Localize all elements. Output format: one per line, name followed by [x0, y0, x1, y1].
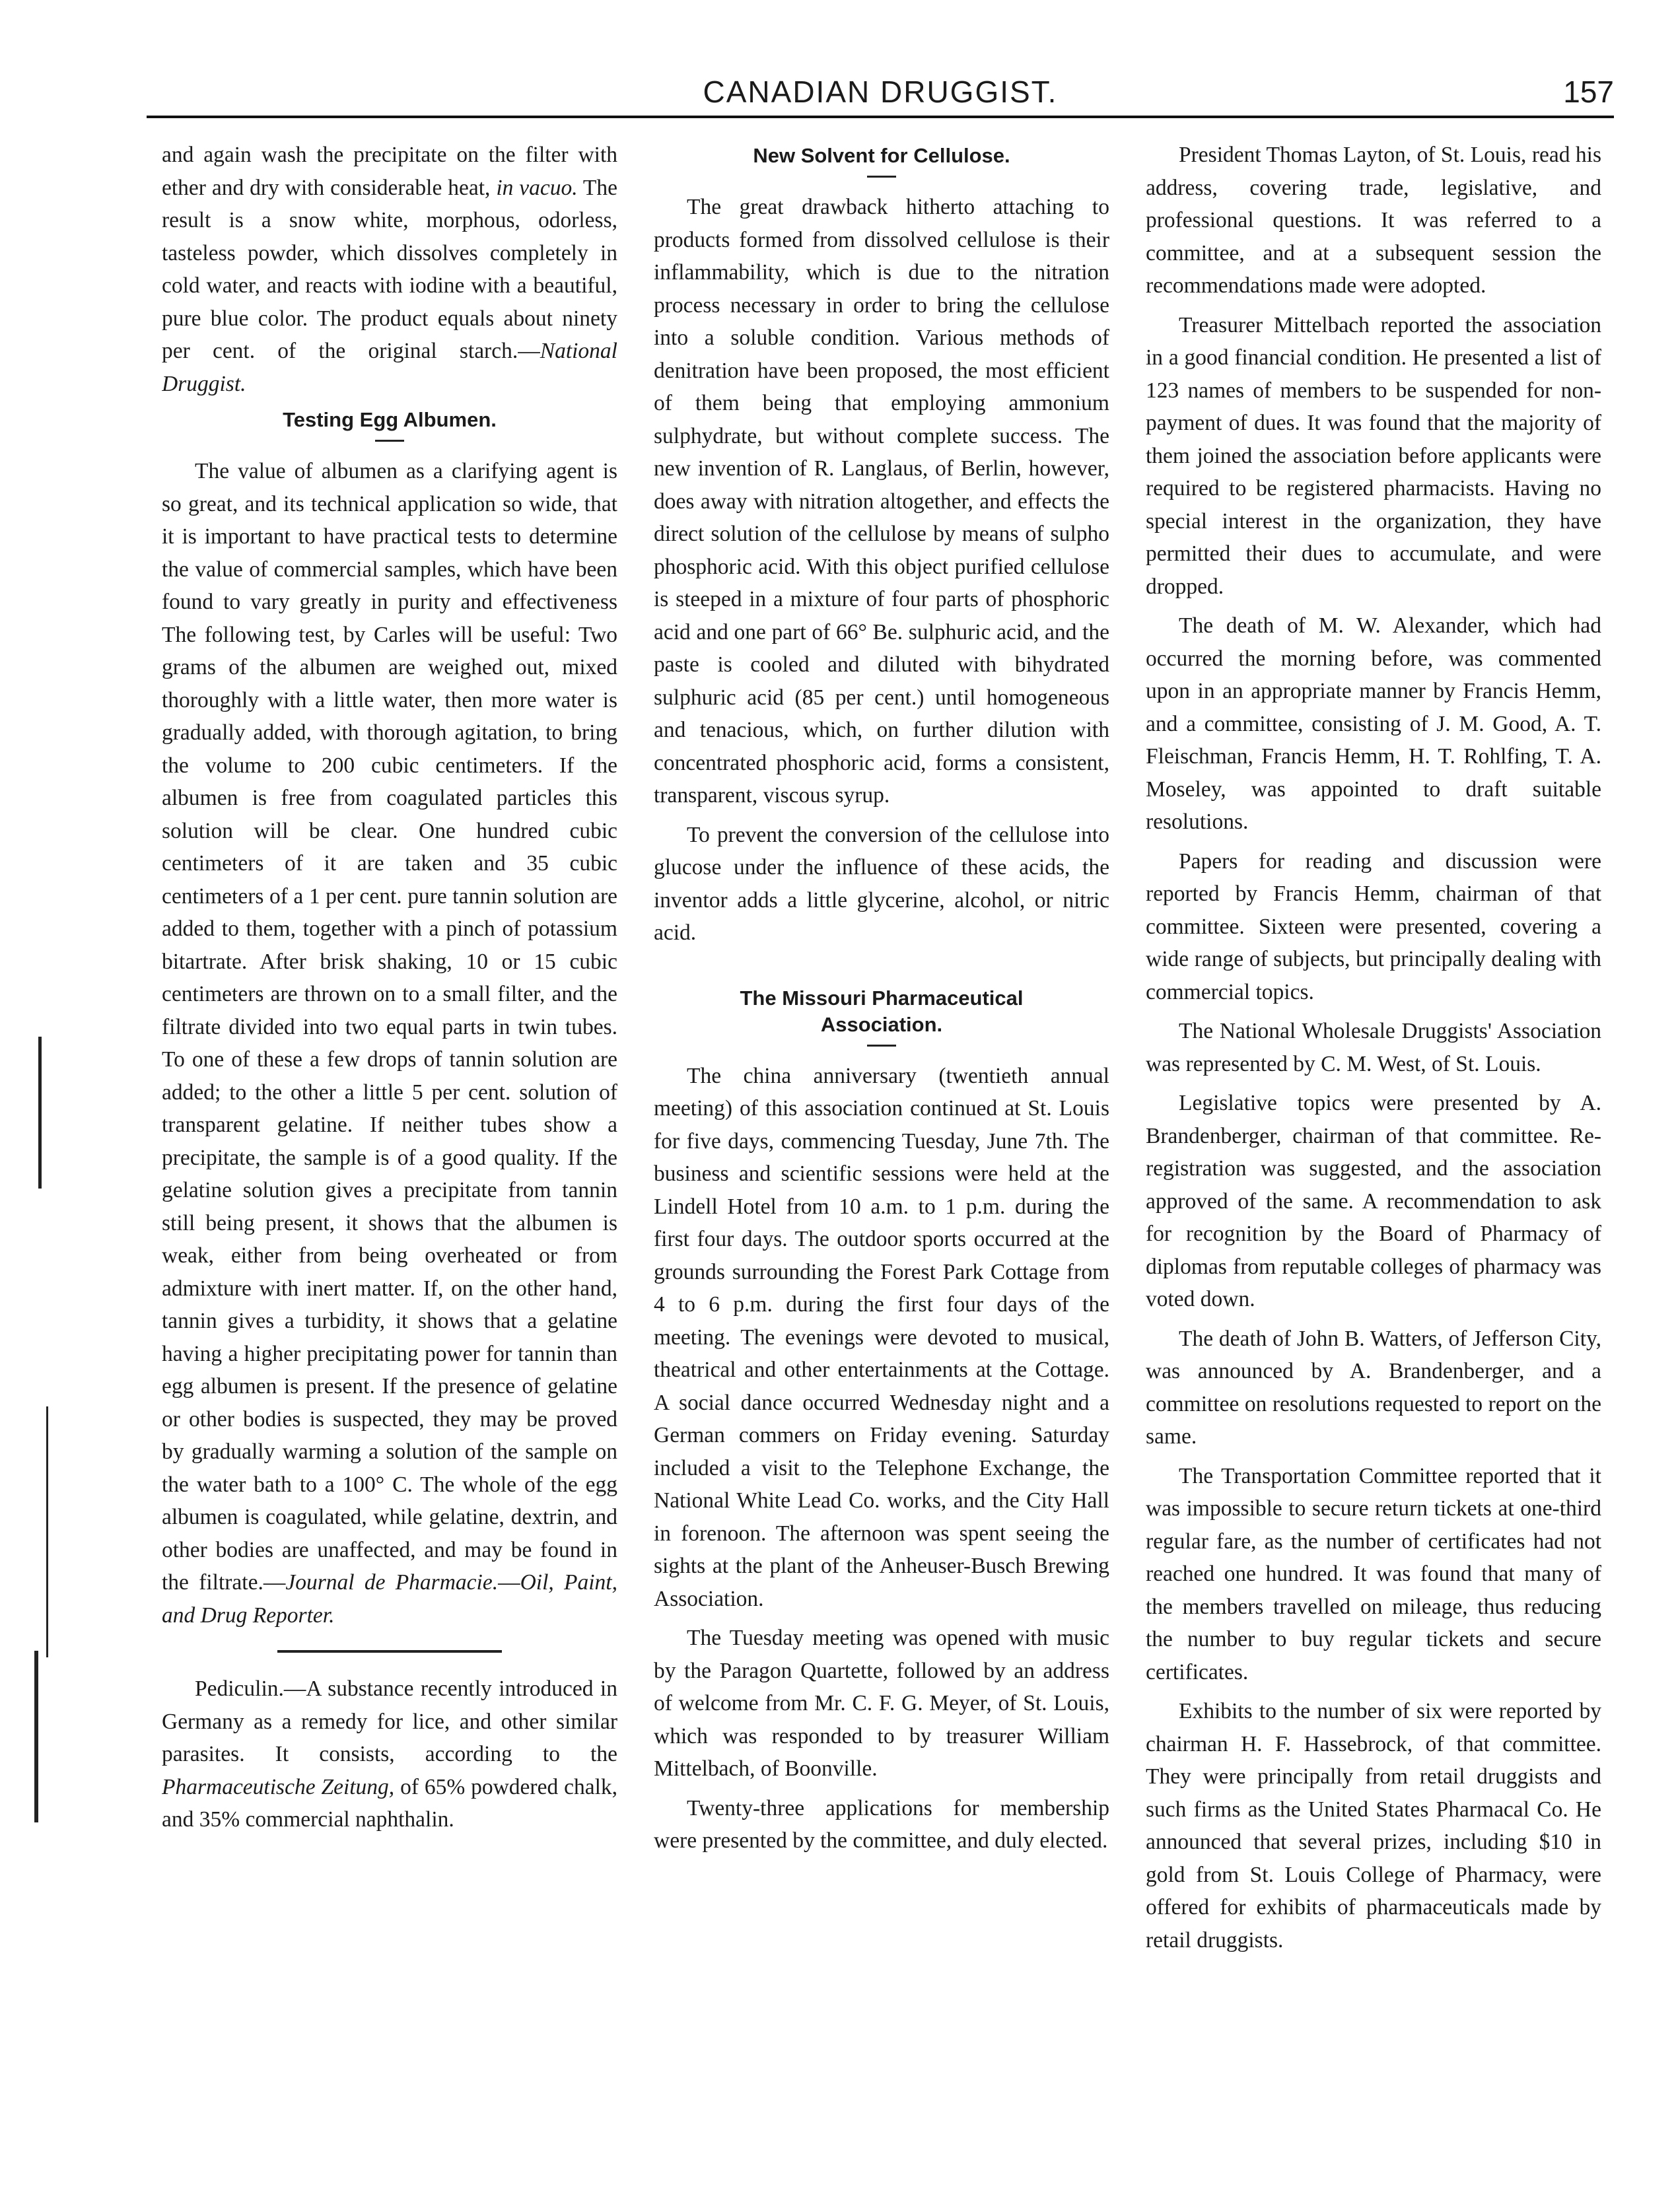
paragraph: The Tuesday meeting was opened with music by the Paragon Quartette, followed by an address of welcome from Mr. C. F. G. Meyer, of St. Louis, which was responded to by treasurer William Mittelbach, of Boonville. — [654, 1626, 1109, 1781]
paragraph — [162, 455, 617, 1632]
section-rule — [277, 1650, 502, 1653]
paragraph: Legislative topics were presented by A. Brandenberger, chairman of that committee. Re-registration was suggested, and the association approved of the same. A recommendation to ask for recognition by the Board of Pharmacy of diplomas from reputable colleges of pharmacy was voted down. — [1146, 1091, 1601, 1311]
text: Pediculin.—A substance recently introduced in Germany as a remedy for lice, and other similar parasites. It consists, according to the — [162, 1676, 617, 1766]
paragraph: To prevent the conversion of the cellulose into glucose under the influence of these acids, the inventor adds a little glycerine, alcohol, or nitric acid. — [654, 822, 1109, 945]
source-citation: Oil, Paint, and Drug Reporter. — [162, 1570, 617, 1628]
paragraph: The National Wholesale Druggists' Association was represented by C. M. West, of St. Louis. — [1146, 1019, 1601, 1076]
paragraph: Exhibits to the number of six were reported by chairman H. F. Hassebrock, of that committee. They were principally from retail druggists and such firms as the United States Pharmacal Co. He announced that several prizes, including $10 in gold from St. Louis College of Pharmacy, were offered for exhibits of pharmaceuticals made by retail druggists. — [1146, 1699, 1601, 1953]
source-citation: National Druggist. — [162, 339, 617, 396]
text: and again wash the precipitate on the filter with ether and dry with considerable heat, — [162, 143, 617, 200]
page-number: 157 — [1563, 75, 1614, 109]
paragraph — [162, 139, 617, 400]
paragraph: President Thomas Layton, of St. Louis, read his address, covering trade, legislative, and professional questions. It was referred to a committee, and at a subsequent session the recommendations made were adopted. — [1146, 143, 1601, 298]
journal-title: CANADIAN DRUGGIST. — [703, 75, 1058, 109]
text: of 65% powdered chalk, and 35% commercial naphthalin. — [162, 1774, 617, 1832]
heading-line: Association. — [820, 1012, 943, 1036]
italic-text: in vacuo. — [496, 175, 578, 200]
paragraph: The Transportation Committee reported that it was impossible to secure return tickets at one-third regular fare, as the number of certificates had not reached one hundred. It was found that many of the members travelled on mileage, thus reducing the number to buy regular tickets and secure certificates. — [1146, 1463, 1601, 1684]
paragraph: The death of M. W. Alexander, which had occurred the morning before, was commented upon in an appropriate manner by Francis Hemm, and a committee, consisting of J. M. Good, A. T. Fleischman, Francis Hemm, H. T. Rohlfing, T. A. Moseley, was appointed to draft suitable resolutions. — [1146, 613, 1601, 834]
paragraph: The great drawback hitherto attaching to products formed from dissolved cellulose is their inflammability, which is due to the nitration process necessary in order to bring the cellulose into a soluble condition. Various methods of denitration have been proposed, the most efficient of them being that employing ammonium sulphydrate, but without complete success. The new invention of R. Langlaus, of Berlin, however, does away with nitration altogether, and effects the direct solution of the cellulose by means of sulpho phosphoric acid. With this object purified cellulose is steeped in a mixture of four parts of phosphoric acid and one part of 66° Be. sulphuric acid, and the paste is cooled and diluted with bihydrated sulphuric acid (85 per cent.) until homogeneous and tenacious, which, on further dilution with concentrated phosphoric acid, forms a consistent, transparent, viscous syrup. — [654, 195, 1109, 808]
text: The result is a snow white, morphous, odorless, tasteless powder, which dissolves completely in cold water, and reacts with iodine with a beautiful, pure blue color. The product equals about ninety per cent. of the original starch.— — [162, 175, 617, 363]
paragraph: The death of John B. Watters, of Jefferson City, was announced by A. Brandenberger, and a committee on resolutions requested to report on the same. — [1146, 1326, 1601, 1449]
paragraph: Treasurer Mittelbach reported the association in a good financial condition. He presented a list of 123 names of members to be suspended for non-payment of dues. It was found that the majority of them joined the association before applicants were required to be registered pharmacists. Having no special interest in the organization, they have permitted their dues to accumulate, and were dropped. — [1146, 312, 1601, 599]
margin-mark — [46, 1406, 48, 1657]
text: The value of albumen as a clarifying agent is so great, and its technical application so wide, that it is important to have practical tests to determine the value of commercial samples, which have been found to vary greatly in purity and effectiveness The following test, by Carles will be useful: Two grams of the albumen are weighed out, mixed thoroughly with a little water, then more water is gradually added, with thorough agitation, to bring the volume to 200 cubic centimeters. If the albumen is free from coagulated particles this solution will be clear. One hundred cubic centimeters of it are taken and 35 cubic centimeters of a 1 per cent. pure tannin solution are added to them, together with a pinch of potassium bitartrate. After brisk shaking, 10 or 15 cubic centimeters are thrown on to a small filter, and the filtrate divided into two equal parts in twin tubes. To one of these a few drops of tannin solution are added; to the other a little 5 per cent. solution of transparent gelatine. If neither tubes show a precipitate, the sample is of a good quality. If the gelatine solution gives a precipitate from tannin still being present, it shows that the albumen is weak, either from being overheated or from admixture with inert matter. If, on the other hand, tannin gives a turbidity, it shows that a gelatine having a higher precipitating power for tannin than egg albumen is present. If the presence of gelatine or other bodies is suspected, they may be proved by gradually warming a solution of the sample on the water bath to a 100° C. The whole of the egg albumen is coagulated, while gelatine, dextrin, and other bodies are unaffected, and may be found in the filtrate.— — [162, 459, 617, 1595]
text: — — [498, 1570, 520, 1595]
header-rule — [147, 116, 1614, 118]
heading-separator — [867, 176, 896, 178]
italic-text: Pharmaceutische Zeitung, — [162, 1774, 395, 1799]
paragraph: Twenty-three applications for membership were presented by the committee, and duly elected. — [654, 1795, 1109, 1853]
column-1 — [162, 139, 617, 2133]
article-heading: Testing Egg Albumen. — [283, 408, 497, 431]
heading-line: The Missouri Pharmaceutical — [740, 986, 1024, 1010]
paragraph — [162, 1673, 617, 1836]
margin-mark — [34, 1651, 38, 1822]
column-3 — [1146, 139, 1601, 2133]
column-2 — [654, 139, 1109, 2133]
paragraph: The china anniversary (twentieth annual meeting) of this association continued at St. Louis for five days, commencing Tuesday, June 7th. The business and scientific sessions were held at the Lindell Hotel from 10 a.m. to 1 p.m. during the first four days. The outdoor sports occurred at the grounds surrounding the Forest Park Cottage from 4 to 6 p.m. during the first four days of the meeting. The evenings were devoted to musical, theatrical and other entertainments at the Cottage. A social dance occurred Wednesday night and a German commers on Friday evening. Saturday included a visit to the Telephone Exchange, the National White Lead Co. works, and the City Hall in forenoon. The afternoon was spent seeing the sights at the plant of the Anheuser-Busch Brewing Association. — [654, 1063, 1109, 1611]
article-heading — [654, 985, 1109, 1038]
margin-mark — [38, 1037, 42, 1189]
page-header — [147, 74, 1614, 114]
heading-separator — [375, 440, 404, 442]
paragraph: Papers for reading and discussion were reported by Francis Hemm, chairman of that committee. Sixteen were presented, covering a wide range of subjects, but principally dealing with commercial topics. — [1146, 848, 1601, 1004]
spacer — [654, 956, 1109, 981]
article-heading: New Solvent for Cellulose. — [753, 144, 1010, 167]
heading-separator — [867, 1045, 896, 1047]
source-citation: Journal de Pharmacie. — [285, 1570, 499, 1595]
